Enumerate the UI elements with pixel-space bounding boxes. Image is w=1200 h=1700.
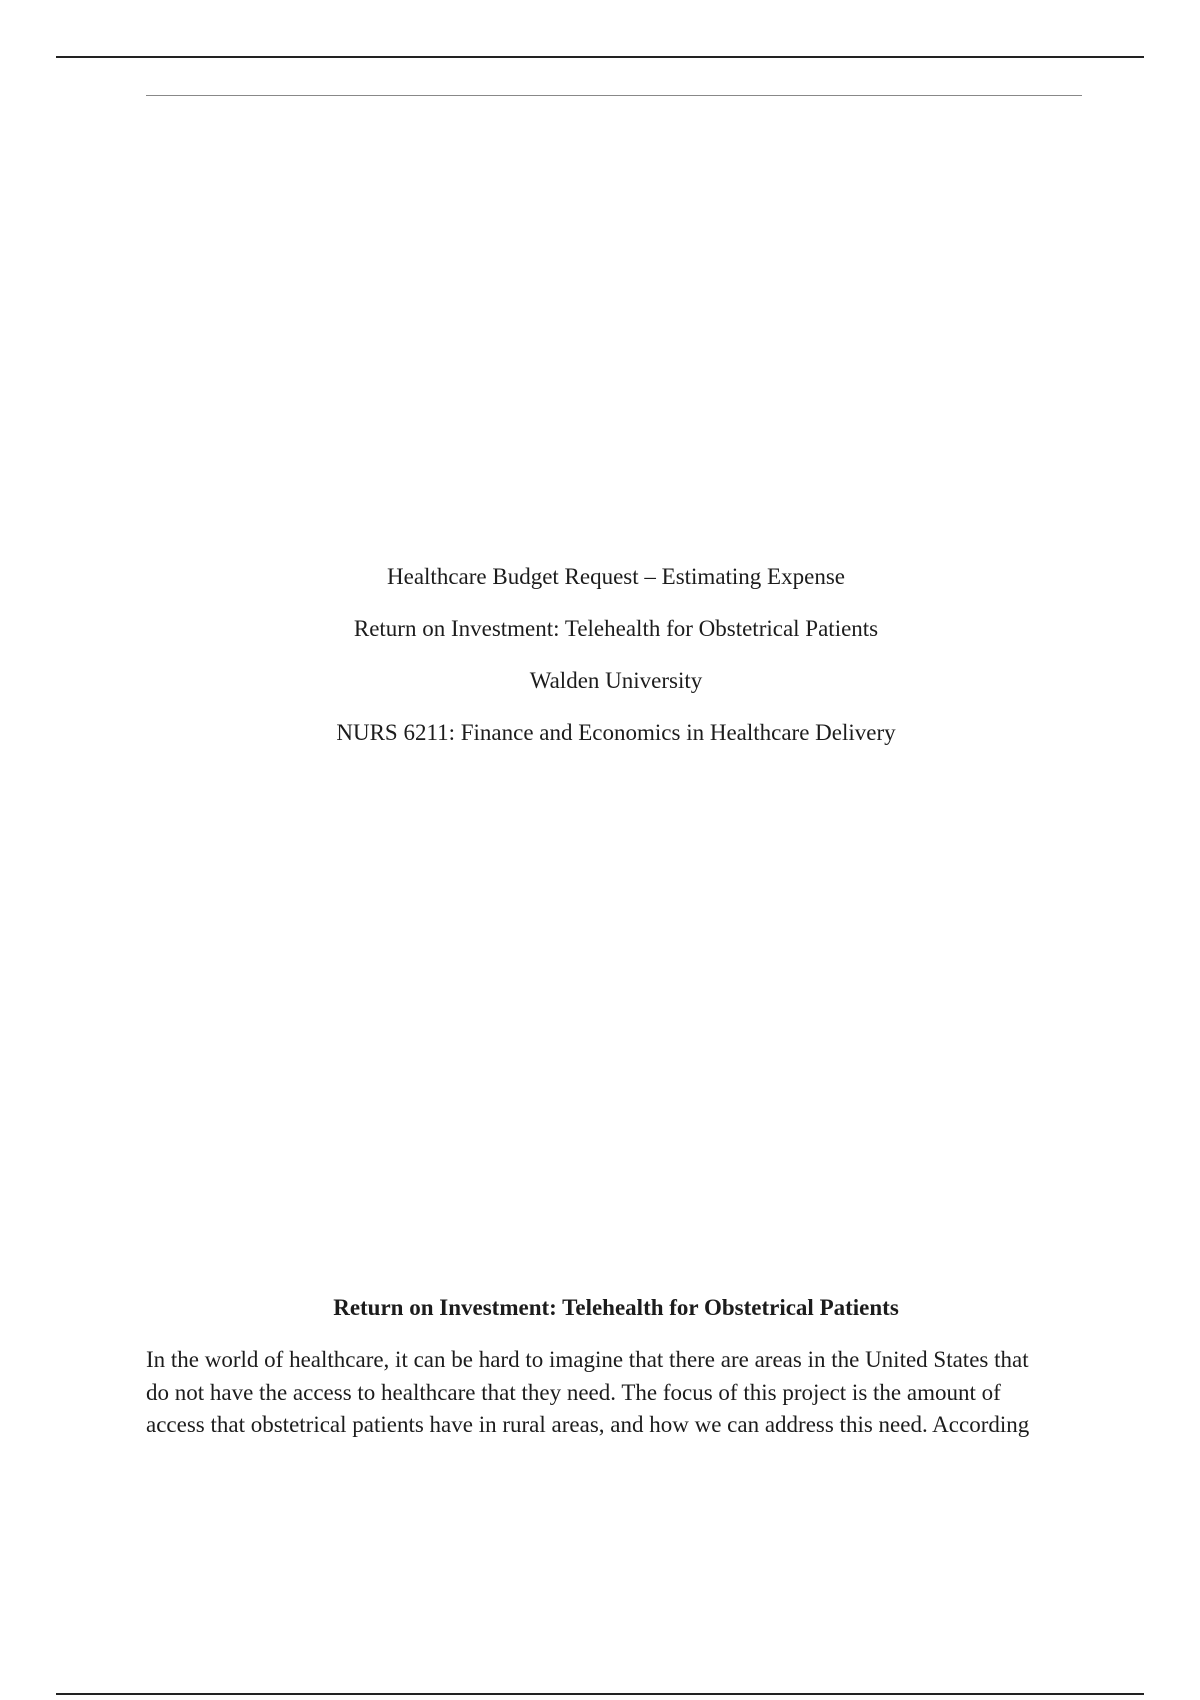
body-line: In the world of healthcare, it can be hard to imagine that there are areas in the United States that <box>146 1347 1029 1372</box>
body-paragraph <box>146 1344 1086 1442</box>
document-title: Healthcare Budget Request – Estimating Expense <box>387 564 845 589</box>
institution-name: Walden University <box>529 668 703 693</box>
body-line: do not have the access to healthcare that they need. The focus of this project is the amount of <box>146 1379 1001 1405</box>
page-top-border <box>56 56 1144 58</box>
page-bottom-border <box>56 1693 1144 1695</box>
title-block <box>0 561 1200 769</box>
document-subtitle: Return on Investment: Telehealth for Obstetrical Patients <box>353 616 879 641</box>
section-heading: Return on Investment: Telehealth for Obstetrical Patients <box>333 1295 899 1320</box>
course-name: NURS 6211: Finance and Economics in Healthcare Delivery <box>336 720 896 745</box>
header-rule <box>146 95 1082 96</box>
body-line: access that obstetrical patients have in rural areas, and how we can address this need. According <box>146 1412 1030 1437</box>
